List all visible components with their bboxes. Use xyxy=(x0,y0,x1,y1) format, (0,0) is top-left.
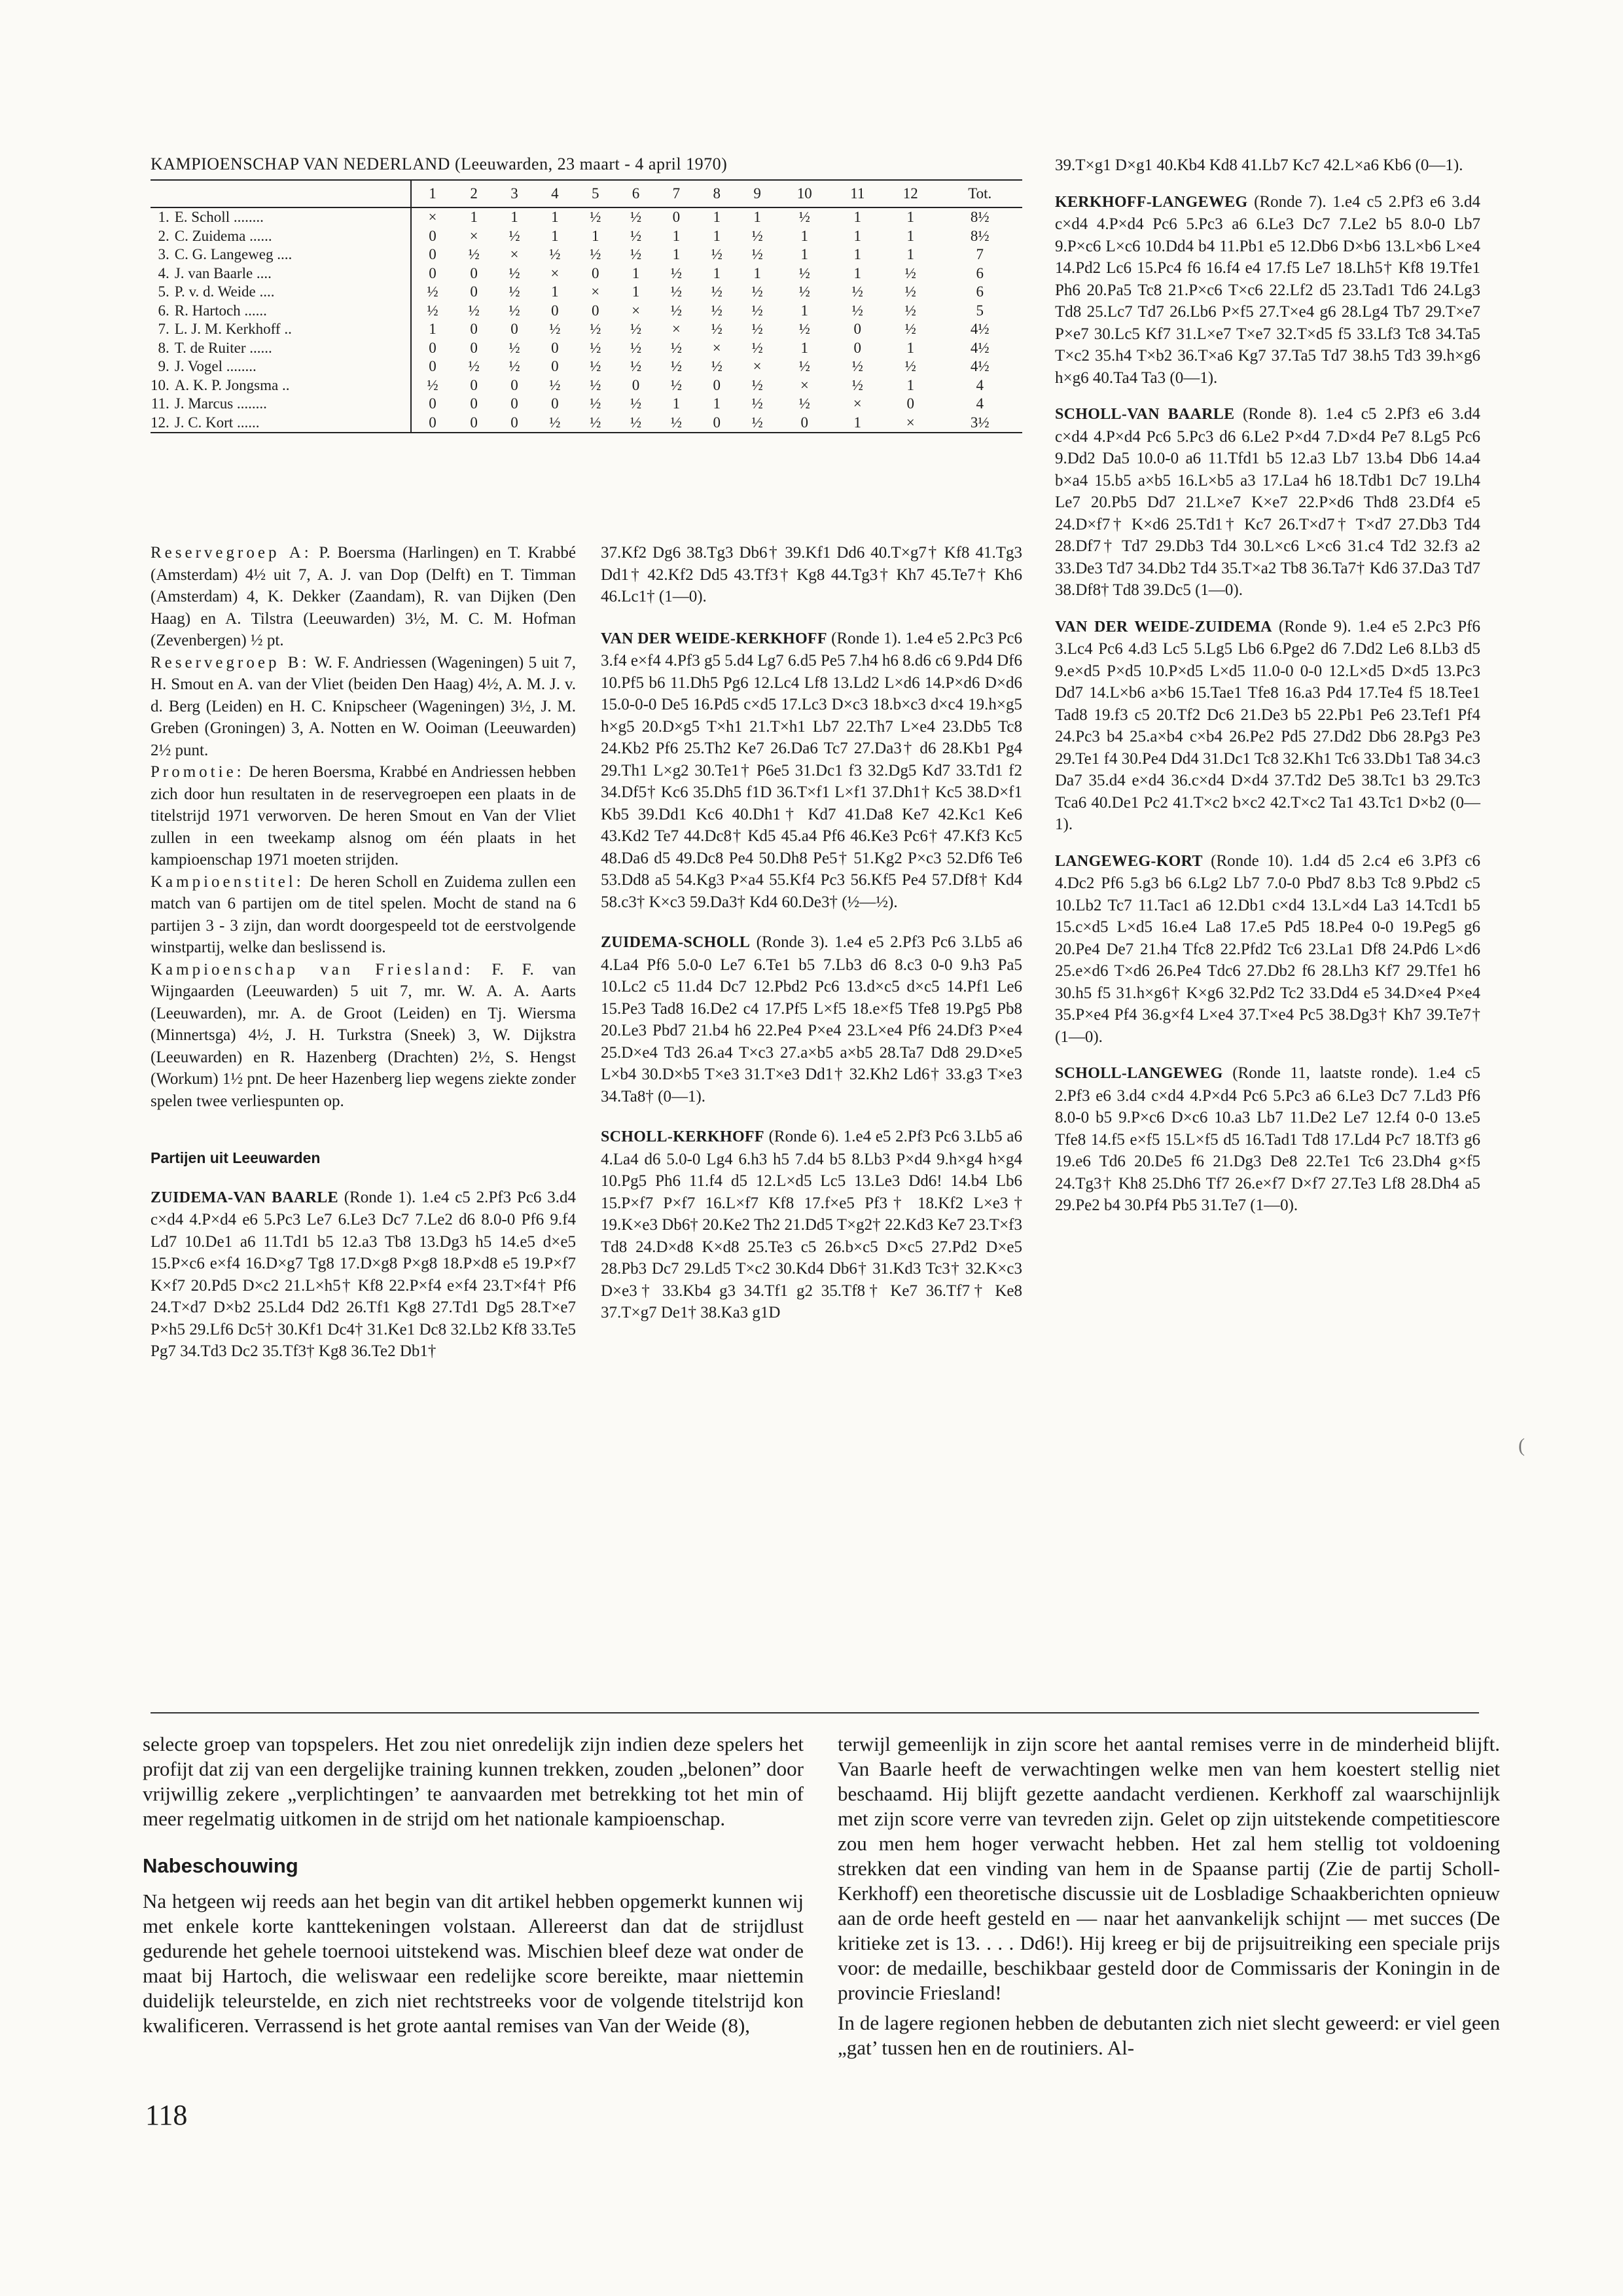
lower-right-paragraph: terwijl gemeenlijk in zijn score het aantal remises verre in de minderheid blijft. Van Baarle heeft de verwachtingen welke men van hem koestert stellig niet beschaamd. Hij blijft gezette aandacht verdienen. Kerkhoff zal waarschijnlijk met zijn score verre van tevreden zijn. Gelet op zijn uitstekende competitiescore zou men hem hoger verwacht hebben. Het zal hem stellig tot voldoening strekken dat een vinding van hem in de Spaanse partij (Zie de partij Scholl-Kerkhoff) een theoretische discussie uit de Losbladige Schaakberichten opnieuw aan de orde heeft gesteld en — naar het aanvankelijk schijnt — met succes (De kritieke zet is 13. . . . Dd6!). Hij kreeg er bij de prijsuitreiking een speciale prijs voor: de medaille, beschikbaar gesteld door de Commissaris der Koningin in de provincie Friesland! xyxy=(838,1732,1500,2004)
game-langeweg-kort: LANGEWEG-KORT (Ronde 10). 1.d4 d5 2.c4 e6 3.Pf3 c6 4.Dc2 Pf6 5.g3 b6 6.Lg2 Lb7 7.0-0 Pbd7 8.b3 Tc8 9.Pbd2 c5 10.Lb2 Tc7 11.Tac1 a6 12.Db1 c×d4 13.L×d4 La3 14.Tcd1 b5 15.c×d5 L×d5 16.e4 La8 17.e5 Pd5 18.Pe4 0-0 19.Peg5 g6 20.Pe4 De7 21.h4 Tfc8 22.Pfd2 Tc6 23.La1 Df8 24.Pd6 L×d6 25.e×d6 T×d6 26.Pe4 Tdc6 27.Db2 f6 28.Lh3 Kf7 29.Tfe1 h6 30.h5 f5 31.h×g6† K×g6 32.Pd2 Tc2 33.Dd4 e5 34.D×e4 P×e4 35.P×e4 Pf4 36.g×f4 L×e4 37.T×e4 Pc5 38.Dg3† Kh7 39.Te7† (1—0). xyxy=(1055,852,1480,1046)
player-name: J. Marcus ........ xyxy=(172,395,411,414)
score-cell: ½ xyxy=(427,283,438,300)
game-van-der-weide-zuidema: VAN DER WEIDE-ZUIDEMA (Ronde 9). 1.e4 e5 2.Pc3 Pf6 3.Lc4 Pc6 4.d3 Lc5 5.Lg5 Lb6 6.Pge2 d6 7.Dd2 Le6 8.Lb3 d5 9.e×d5 P×d5 10.P×d5 L×d5 11.0-0 0-0 12.L×d5 D×d5 13.Pc3 Dd7 14.L×b6 a×b6 15.Tae1 Tfe8 16.a3 Pd4 17.Te4 f5 18.Tee1 Tad8 19.f3 c5 20.Tf2 Dc6 21.De3 b5 22.Pb1 Pe6 23.Tef1 Pf4 24.Pc3 b4 25.a×b4 c×b4 26.Pe2 Pd5 27.Dd2 Db6 28.Pg3 Pe3 29.Te1 f4 30.Pe4 Dd4 31.Dc1 Tc8 32.Kh1 Tc6 33.Db1 Ta8 34.c3 Da7 35.d4 e×d4 36.c×d4 D×d4 37.Td2 De5 38.Tc1 b3 29.Tc3 Tca6 40.De1 Pc2 41.T×c2 b×c2 42.T×c2 Ta1 43.Tc1 D×b2 (0—1). xyxy=(1055,617,1481,833)
total-score: 4½ xyxy=(970,339,990,356)
total-score: 4½ xyxy=(970,358,990,375)
score-cell: 1 xyxy=(551,209,559,226)
score-cell: ½ xyxy=(904,283,916,300)
nabeschouwing-heading: Nabeschouwing xyxy=(143,1854,298,1877)
score-cell: 1 xyxy=(672,227,681,244)
player-name: J. van Baarle .... xyxy=(172,264,411,283)
score-cell: ½ xyxy=(751,283,763,300)
score-cell: 0 xyxy=(591,302,599,319)
score-cell: 1 xyxy=(672,395,681,412)
score-cell: ½ xyxy=(535,414,575,433)
score-cell: ½ xyxy=(670,358,683,375)
score-cell: ½ xyxy=(468,246,480,263)
score-cell: ½ xyxy=(670,302,683,319)
score-cell: ½ xyxy=(670,339,683,356)
lower-left-paragraph: Na hetgeen wij reeds aan het begin van dit artikel hebben opgemerkt kunnen wij met enkele korte kanttekeningen volstaan. Allereerst dan dat de strijdlust gedurende het gehele toernooi uitstekend was. Mischien bleef deze wat onder de maat bij Hartoch, die weliswaar een redelijke score bereikte, maar niettemin duidelijk teleurstelde, en zich niet rechtstreeks voor de volgende titelstrijd kon kwalificeren. Verrassend is het grote aantal remises van Van der Weide (8), xyxy=(143,1890,804,2037)
score-cell: × xyxy=(671,321,681,338)
score-cell: ½ xyxy=(616,414,656,433)
score-cell: × xyxy=(712,339,721,356)
score-cell: 1 xyxy=(800,339,809,356)
column-header: 10 xyxy=(777,180,831,207)
score-cell: 1 xyxy=(551,227,559,244)
lower-right-paragraph: In de lagere regionen hebben de debutanten zich niet slecht geweerd: er viel geen „gat’ tussen hen en de routiniers. Al- xyxy=(838,2011,1500,2059)
score-cell: ½ xyxy=(798,209,810,226)
score-cell: 0 xyxy=(470,339,478,356)
crosstable-row xyxy=(151,207,1022,227)
score-cell: 0 xyxy=(551,339,559,356)
score-cell: ½ xyxy=(737,414,777,433)
score-cell: ½ xyxy=(630,358,642,375)
game-scholl-langeweg: SCHOLL-LANGEWEG (Ronde 11, laatste ronde). 1.e4 c5 2.Pf3 e6 3.d4 c×d4 4.P×d4 Pc6 5.Pc3 a6 6.Le3 Dc7 7.Ld3 Pf6 8.0-0 b5 9.P×c6 D×c6 10.a3 Lb7 11.De2 Le7 12.f4 0-0 13.e5 Tfe8 14.f5 e×f5 15.L×f5 d5 16.Tad1 Td8 17.Ld4 Pc7 18.Tf3 g6 19.e6 Td6 20.De5 f6 21.Dg3 De8 22.Te1 Tc6 23.Dh4 g×f5 24.Tg3† Kh8 25.Dh6 Tf7 26.e×f7 D×f7 27.Te3 Lf8 28.Dh4 a5 29.Pe2 b4 30.Pf4 Pb5 31.Te7 (1—0). xyxy=(1055,1064,1480,1214)
score-cell: 1 xyxy=(753,264,761,281)
reserve-a-paragraph: Reservegroep A: P. Boersma (Harlingen) en T. Krabbé (Amsterdam) 4½ uit 7, A. J. van Dop (Delft) en T. Timman (Amsterdam) 4, K. Dekker (Zaandam), R. van Dijken (Den Haag) en A. Tilstra (Leeuwarden) 3½, M. C. M. Hofman (Zevenbergen) ½ pt. xyxy=(151,544,576,649)
column-2 xyxy=(601,542,1022,1324)
score-cell: ½ xyxy=(904,321,916,338)
score-cell: ½ xyxy=(798,283,810,300)
column-header: 11 xyxy=(832,180,883,207)
score-cell: ½ xyxy=(549,376,561,393)
score-cell: ½ xyxy=(590,246,601,263)
score-cell: 1 xyxy=(906,227,914,244)
crosstable-header-row xyxy=(151,180,1022,207)
score-cell: ½ xyxy=(630,339,642,356)
game-van-der-weide-kerkhoff: VAN DER WEIDE-KERKHOFF (Ronde 1). 1.e4 e5 2.Pc3 Pc6 3.f4 e×f4 4.Pf3 g5 5.d4 Lg7 6.d5 Pe5 7.h4 h6 8.d6 c6 9.Pd4 Df6 10.Pf5 b6 11.Dh5 Pg6 12.Lc4 Lf8 13.Ld2 L×d6 14.P×d6 D×d6 15.0-0-0 De5 16.Pd5 c×d5 17.Lc3 D×c3 18.b×c3 d×c4 19.h×g5 h×g5 20.D×g5 T×h1 21.T×h1 Lb7 22.Th7 L×e4 23.Db5 Tc8 24.Kb2 Pf6 25.Th2 Ke7 26.Da6 Tc7 27.Da3† d6 28.Kb1 Pg4 29.Th1 L×g2 30.Te1† P6e5 31.Dc1 f3 32.Dg5 Kd7 33.Td1 f2 34.Df5† Kc6 35.Dh5 f1D 36.T×f1 L×f1 37.Dh1† Kc5 38.D×f1 Kb5 39.Dd1 Kc6 40.Dh1† Kd7 41.Da8 Ke7 42.Kc1 Ke6 43.Kd2 Te7 44.Dc8† Kd5 45.a4 Pf6 46.Ke3 Pc6† 47.Kf3 Kc5 48.Da6 d5 49.Dc8 Pe4 50.Dh8 Pe5† 51.Kg2 P×c3 52.Df6 Te6 53.Dd8 a5 54.Kg3 P×a4 55.Kf4 Pc3 56.Kf5 Pe4 57.Df8† Kd4 58.c3† K×c3 59.Da3† Kd4 60.De3† (½—½). xyxy=(601,629,1022,911)
score-cell: ½ xyxy=(549,321,561,338)
score-cell: ½ xyxy=(508,264,520,281)
score-cell: 0 xyxy=(853,321,862,338)
score-cell: 0 xyxy=(470,376,478,393)
score-cell: ½ xyxy=(630,321,642,338)
total-score: 4 xyxy=(976,376,984,393)
score-cell: 0 xyxy=(906,395,914,412)
margin-mark: ( xyxy=(1518,1435,1525,1456)
score-cell: 0 xyxy=(411,414,454,433)
column-header: 4 xyxy=(535,180,575,207)
score-cell: ½ xyxy=(751,376,763,393)
score-cell: ½ xyxy=(508,283,520,300)
crosstable-row xyxy=(151,357,1022,376)
score-cell: 0 xyxy=(696,414,737,433)
score-cell: × xyxy=(883,414,937,433)
score-cell: 0 xyxy=(591,264,599,281)
total-score: 8½ xyxy=(970,227,990,244)
score-cell: 0 xyxy=(429,395,437,412)
score-cell: 0 xyxy=(510,376,518,393)
score-cell: × xyxy=(632,302,641,319)
crosstable-block xyxy=(151,154,1022,433)
column-header: 1 xyxy=(411,180,454,207)
total-score: 3½ xyxy=(937,414,1022,433)
score-cell: 1 xyxy=(632,283,640,300)
crosstable-row xyxy=(151,264,1022,283)
score-cell: 0 xyxy=(429,264,437,281)
crosstable-row xyxy=(151,414,1022,433)
score-cell: ½ xyxy=(590,339,601,356)
score-cell: ½ xyxy=(590,376,601,393)
score-cell: ½ xyxy=(904,302,916,319)
score-cell: 1 xyxy=(510,209,518,226)
column-header: 7 xyxy=(656,180,696,207)
score-cell: ½ xyxy=(670,264,683,281)
player-name: E. Scholl ........ xyxy=(172,207,411,227)
player-rank: 4. xyxy=(158,264,169,281)
section-title: Partijen uit Leeuwarden xyxy=(151,1149,321,1166)
score-cell: ½ xyxy=(630,246,642,263)
score-cell: ½ xyxy=(904,264,916,281)
score-cell: 0 xyxy=(510,321,518,338)
score-cell: 1 xyxy=(853,246,862,263)
game-scholl-kerkhoff: SCHOLL-KERKHOFF (Ronde 6). 1.e4 e5 2.Pf3 Pc6 3.Lb5 a6 4.La4 d6 5.0-0 Lg4 6.h3 h5 7.d4 b5 8.Lb3 P×d4 9.h×g4 h×g4 10.Pg5 Ph6 11.f4 d5 12.L×d5 Lc5 13.Le3 Dd6! 14.b4 Lb6 15.P×f7 P×f7 16.L×f7 Kf8 17.f×e5 Pf3† 18.Kf2 L×e3† 19.K×e3 Db6† 20.Ke2 Th2 21.Dd5 T×g2† 22.Kd3 Ke7 23.T×f3 Td8 24.D×d8 K×d8 25.Te3 c5 26.b×c5 D×c5 27.Pd2 D×e5 28.Pb3 Dc7 29.Ld5 T×c2 30.Kd4 Db6† 31.Kd3 Tc3† 32.K×c3 D×e3† 33.Kb4 g3 34.Tf1 g2 35.Tf8† Ke7 36.Tf7† Ke8 37.T×g7 De1† 38.Ka3 g1D xyxy=(601,1128,1022,1321)
score-cell: 0 xyxy=(470,321,478,338)
crosstable xyxy=(151,179,1022,433)
player-name: J. C. Kort ...... xyxy=(172,414,411,433)
player-rank: 9. xyxy=(158,358,169,375)
score-cell: ½ xyxy=(590,321,601,338)
total-score: 5 xyxy=(976,302,984,319)
score-cell: ½ xyxy=(798,358,810,375)
player-rank: 3. xyxy=(158,246,169,263)
score-cell: ½ xyxy=(590,209,601,226)
score-cell: ½ xyxy=(630,395,642,412)
score-cell: 1 xyxy=(832,414,883,433)
reserve-b-paragraph: Reservegroep B: W. F. Andriessen (Wageningen) 5 uit 7, H. Smout en A. van der Vliet (beiden Den Haag) 4½, A. M. J. v. d. Berg (Leiden) en H. C. Knipscheer (Wageningen) 3½, J. M. Greben (Groningen) 3, A. Notten en W. Ooiman (Leeuwarden) 2½ punt. xyxy=(151,653,577,759)
score-cell: ½ xyxy=(630,227,642,244)
score-cell: 1 xyxy=(800,246,809,263)
score-cell: × xyxy=(800,376,809,393)
column-header: 3 xyxy=(494,180,535,207)
score-cell: 0 xyxy=(510,395,518,412)
score-cell: ½ xyxy=(904,358,916,375)
player-name: R. Hartoch ...... xyxy=(172,302,411,321)
total-score: 4 xyxy=(976,395,984,412)
game-scholl-van-baarle: SCHOLL-VAN BAARLE (Ronde 8). 1.e4 c5 2.Pf3 e6 3.d4 c×d4 4.P×d4 Pc6 5.Pc3 d6 6.Le2 P×d4 7.D×d4 Pe7 8.Lg5 Pc6 9.Dd2 Da5 10.0-0 a6 11.Tfd1 b5 12.a3 Lb7 13.b4 Db6 14.a4 b×a4 15.b5 a×b5 16.L×b5 a3 17.La4 h6 18.Tdb1 Dc7 19.Lh4 Le7 20.Pb5 Dd7 21.L×e7 K×e7 22.P×d6 Thd8 23.Df4 e5 24.D×f7† K×d6 25.Td1† Kc7 26.T×d7† T×d7 27.Db3 Td4 28.Df7† Td7 29.Db3 Td4 30.L×c6 L×c6 31.c4 Td2 32.f3 a2 33.De3 Td7 34.Db2 Td4 35.T×a2 Tb8 36.Ta7† Kd6 37.Da3 Td7 38.Df8† Td8 39.Dc5 (1—0). xyxy=(1055,405,1480,599)
score-cell: ½ xyxy=(508,227,520,244)
score-cell: 1 xyxy=(906,209,914,226)
promotie-paragraph: Promotie: De heren Boersma, Krabbé en Andriessen hebben zich door hun resultaten in de reservegroepen een plaats in de titelstrijd 1971 verworven. De heren Smout en Van der Vliet zullen in een tweekamp alsnog om één plaats in het kampioenschap 1971 moeten strijden. xyxy=(151,763,576,869)
score-cell: ½ xyxy=(427,376,438,393)
score-cell: ½ xyxy=(575,414,616,433)
score-cell: ½ xyxy=(751,246,763,263)
score-cell: 1 xyxy=(853,209,862,226)
score-cell: 0 xyxy=(494,414,535,433)
score-cell: 0 xyxy=(632,376,640,393)
score-cell: ½ xyxy=(670,376,683,393)
player-rank: 11. xyxy=(151,395,169,412)
score-cell: ½ xyxy=(851,283,863,300)
score-cell: × xyxy=(550,264,560,281)
score-cell: 1 xyxy=(672,246,681,263)
score-cell: 1 xyxy=(906,246,914,263)
column-header: 6 xyxy=(616,180,656,207)
game-continuation: 39.T×g1 D×g1 40.Kb4 Kd8 41.Lb7 Kc7 42.L×a6 Kb6 (0—1). xyxy=(1055,156,1463,174)
score-cell: 0 xyxy=(470,264,478,281)
total-score: 6 xyxy=(976,264,984,281)
game-zuidema-van-baarle: ZUIDEMA-VAN BAARLE (Ronde 1). 1.e4 c5 2.Pf3 Pc6 3.d4 c×d4 4.P×d4 e6 5.Pc3 Le7 6.Le3 Dc7 7.Le2 d6 8.0-0 Pf6 9.f4 Ld7 10.De1 a6 11.Td1 b5 12.a3 Tb8 13.Dg3 h5 14.e5 d×e5 15.P×c6 e×f4 16.D×g7 Tg8 17.D×g8 P×g8 18.P×d8 e5 19.P×f7 K×f7 20.Pd5 D×c2 21.L×h5† Kf8 22.P×f4 e×f4 23.T×f4† Pf6 24.T×d7 D×b2 25.Ld4 Dd2 26.Tf1 Kg8 27.Td1 Dg5 28.T×e7 P×h5 29.Lf6 Dc5† 30.Kf1 Dc4† 31.Ke1 Dc8 32.Lb2 Kf8 33.Te5 Pg7 34.Td3 Dc2 35.Tf3† Kg8 36.Te2 Db1† xyxy=(151,1188,576,1360)
score-cell: 1 xyxy=(800,302,809,319)
column-3 xyxy=(1055,154,1480,1217)
crosstable-row xyxy=(151,320,1022,339)
total-score: 6 xyxy=(976,283,984,300)
horizontal-rule xyxy=(151,1712,1479,1713)
crosstable-row xyxy=(151,245,1022,264)
score-cell: 0 xyxy=(551,358,559,375)
player-name: A. K. P. Jongsma .. xyxy=(172,376,411,395)
game-kerkhoff-langeweg: KERKHOFF-LANGEWEG (Ronde 7). 1.e4 c5 2.Pf3 e6 3.d4 c×d4 4.P×d4 Pc6 5.Pc3 a6 6.Le3 Dc7 7.Le2 b5 8.0-0 Lb7 9.P×c6 L×c6 10.Dd4 b4 11.Pb1 e5 12.Db6 D×b6 13.L×b6 L×e4 14.Pd2 Lc6 15.Pc4 f6 16.f4 e4 17.f5 Le7 18.Lh5† Kf8 19.Tfe1 Ph6 20.Pa5 Tc8 21.P×c6 T×c6 22.Lf2 d5 23.Tad1 Td6 24.Lg3 Td8 25.Lc7 Td7 26.Lb6 P×f5 27.T×e4 g6 28.Lg4 Tb7 29.T×e7 P×e7 30.Lc5 Kf7 31.L×e7 T×e7 32.T×d5 f5 33.Lf3 Tc8 34.Ta5 T×c2 35.h4 T×b2 36.T×a6 Kg7 37.Ta5 Td7 38.h5 Td3 39.h×g6 h×g6 40.Ta4 Ta3 (0—1). xyxy=(1055,192,1480,387)
player-name: P. v. d. Weide .... xyxy=(172,283,411,302)
score-cell: ½ xyxy=(798,321,810,338)
score-cell: ½ xyxy=(751,227,763,244)
column-header: 8 xyxy=(696,180,737,207)
column-header: 2 xyxy=(454,180,494,207)
score-cell: 0 xyxy=(470,395,478,412)
score-cell: ½ xyxy=(630,209,642,226)
score-cell: 1 xyxy=(800,227,809,244)
score-cell: 1 xyxy=(753,209,761,226)
score-cell: ½ xyxy=(656,414,696,433)
score-cell: 1 xyxy=(906,376,914,393)
score-cell: ½ xyxy=(468,358,480,375)
score-cell: 0 xyxy=(429,227,437,244)
score-cell: ½ xyxy=(798,395,810,412)
score-cell: ½ xyxy=(711,302,722,319)
column-header: 9 xyxy=(737,180,777,207)
score-cell: 0 xyxy=(853,339,862,356)
kampioenstitel-paragraph: Kampioenstitel: De heren Scholl en Zuidema zullen een match van 6 partijen om de titel spelen. Mocht de stand na 6 partijen 3 - 3 zijn, dan wordt doorgespeeld tot de eerstvolgende winstpartij, welke dan beslissend is. xyxy=(151,872,576,956)
score-cell: ½ xyxy=(751,395,763,412)
score-cell: 0 xyxy=(429,339,437,356)
player-rank: 1. xyxy=(158,209,169,226)
score-cell: ½ xyxy=(711,283,722,300)
score-cell: ½ xyxy=(590,395,601,412)
total-score: 4½ xyxy=(970,321,990,338)
score-cell: ½ xyxy=(711,321,722,338)
score-cell: ½ xyxy=(851,358,863,375)
score-cell: 1 xyxy=(853,227,862,244)
player-name: L. J. M. Kerkhoff .. xyxy=(172,320,411,339)
score-cell: ½ xyxy=(711,246,722,263)
score-cell: ½ xyxy=(751,339,763,356)
score-cell: 0 xyxy=(470,283,478,300)
player-rank: 5. xyxy=(158,283,169,300)
score-cell: ½ xyxy=(851,302,863,319)
crosstable-body xyxy=(151,207,1022,433)
score-cell: × xyxy=(428,209,437,226)
score-cell: 0 xyxy=(551,302,559,319)
game-continuation: 37.Kf2 Dg6 38.Tg3 Db6† 39.Kf1 Dd6 40.T×g7† Kf8 41.Tg3 Dd1† 42.Kf2 Dd5 43.Tf3† Kg8 44.Tg3† Kh7 45.Te7† Kh6 46.Lc1† (1—0). xyxy=(601,544,1022,605)
score-cell: × xyxy=(853,395,862,412)
player-rank: 2. xyxy=(158,227,169,244)
lower-left-paragraph: selecte groep van topspelers. Het zou niet onredelijk zijn indien deze spelers het profijt dat zij van een dergelijke training kunnen trekken, zouden „belonen” door vrijwillig zekere „verplichtingen’ te aanvaarden met betrekking tot het min of meer regelmatig uitkomen in de strijd om het nationale kampioenschap. xyxy=(143,1732,804,1830)
score-cell: 0 xyxy=(777,414,831,433)
score-cell: ½ xyxy=(711,358,722,375)
score-cell: 1 xyxy=(470,209,478,226)
total-score: 8½ xyxy=(970,209,990,226)
score-cell: 0 xyxy=(429,358,437,375)
score-cell: ½ xyxy=(508,339,520,356)
player-name: C. G. Langeweg .... xyxy=(172,245,411,264)
score-cell: 1 xyxy=(591,227,599,244)
crosstable-row xyxy=(151,339,1022,358)
score-cell: ½ xyxy=(549,246,561,263)
page-number: 118 xyxy=(145,2099,188,2131)
score-cell: × xyxy=(753,358,762,375)
score-cell: 1 xyxy=(713,264,721,281)
score-cell: 1 xyxy=(906,339,914,356)
game-zuidema-scholl: ZUIDEMA-SCHOLL (Ronde 3). 1.e4 e5 2.Pf3 Pc6 3.Lb5 a6 4.La4 Pf6 5.0-0 Le7 6.Te1 b5 7.Lb3 d6 8.c3 0-0 9.h3 Pa5 10.Lc2 c5 11.d4 Dc7 12.Pbd2 Pc6 13.d×c5 d×c5 14.Pf1 Le6 15.Pe3 Tad8 16.De2 c4 17.Pf5 L×f5 18.e×f5 Tfe8 19.Pg5 Pb8 20.Le3 Pbd7 21.b4 h6 22.Pe4 P×e4 23.L×e4 Pf6 24.Df3 P×e4 25.D×e4 Td3 26.a4 T×c3 27.a×b5 a×b5 28.Ta7 Dd8 29.D×e5 L×b4 30.D×b5 T×e3 31.T×e3 Dd1† 32.Kh2 Ld6† 33.g3 T×e3 34.Ta8† (0—1). xyxy=(601,933,1022,1105)
crosstable-row xyxy=(151,227,1022,246)
player-rank: 7. xyxy=(158,321,169,338)
score-cell: ½ xyxy=(751,302,763,319)
score-cell: ½ xyxy=(590,358,601,375)
score-cell: ½ xyxy=(798,264,810,281)
score-cell: ½ xyxy=(468,302,480,319)
lower-left-column xyxy=(143,1732,804,2038)
score-cell: 1 xyxy=(713,227,721,244)
player-name: T. de Ruiter ...... xyxy=(172,339,411,358)
score-cell: 1 xyxy=(632,264,640,281)
score-cell: 0 xyxy=(454,414,494,433)
score-cell: ½ xyxy=(851,376,863,393)
score-cell: ½ xyxy=(751,321,763,338)
column-header: 12 xyxy=(883,180,937,207)
crosstable-row xyxy=(151,376,1022,395)
total-score: 7 xyxy=(976,246,984,263)
column-header: Tot. xyxy=(937,180,1022,207)
score-cell: ½ xyxy=(508,302,520,319)
score-cell: × xyxy=(510,246,519,263)
friesland-paragraph: Kampioenschap van Friesland: F. F. van Wijngaarden (Leeuwarden) 5 uit 7, mr. W. A. A. Aarts (Leeuwarden), mr. A. de Groot (Leiden) en Tj. Wiersma (Minnertsga) 4½, J. H. Turkstra (Sneek) 3, W. Dijkstra (Leeuwarden) en R. Hazenberg (Drachten) 2½, S. Hengst (Workum) 1½ pnt. De heer Hazenberg liep wegens ziekte zonder spelen twee verliespunten op. xyxy=(151,960,576,1110)
score-cell: 1 xyxy=(429,321,437,338)
score-cell: × xyxy=(591,283,600,300)
column-1 xyxy=(151,542,576,1363)
score-cell: 0 xyxy=(551,395,559,412)
score-cell: ½ xyxy=(670,283,683,300)
score-cell: ½ xyxy=(508,358,520,375)
score-cell: ½ xyxy=(427,302,438,319)
player-rank: 6. xyxy=(158,302,169,319)
player-rank: 12. xyxy=(151,414,172,433)
lower-right-column xyxy=(838,1732,1500,2060)
score-cell: 1 xyxy=(551,283,559,300)
score-cell: 0 xyxy=(429,246,437,263)
score-cell: 1 xyxy=(713,395,721,412)
column-header: 5 xyxy=(575,180,616,207)
crosstable-row xyxy=(151,395,1022,414)
player-rank: 10. xyxy=(151,376,169,393)
player-name: J. Vogel ........ xyxy=(172,357,411,376)
player-name: C. Zuidema ...... xyxy=(172,227,411,246)
player-rank: 8. xyxy=(158,339,169,356)
score-cell: 1 xyxy=(853,264,862,281)
score-cell: × xyxy=(469,227,478,244)
crosstable-row xyxy=(151,302,1022,321)
score-cell: 0 xyxy=(713,376,721,393)
crosstable-title: KAMPIOENSCHAP VAN NEDERLAND (Leeuwarden, 23 maart - 4 april 1970) xyxy=(151,154,728,173)
crosstable-row xyxy=(151,283,1022,302)
score-cell: 1 xyxy=(713,209,721,226)
score-cell: 0 xyxy=(672,209,681,226)
